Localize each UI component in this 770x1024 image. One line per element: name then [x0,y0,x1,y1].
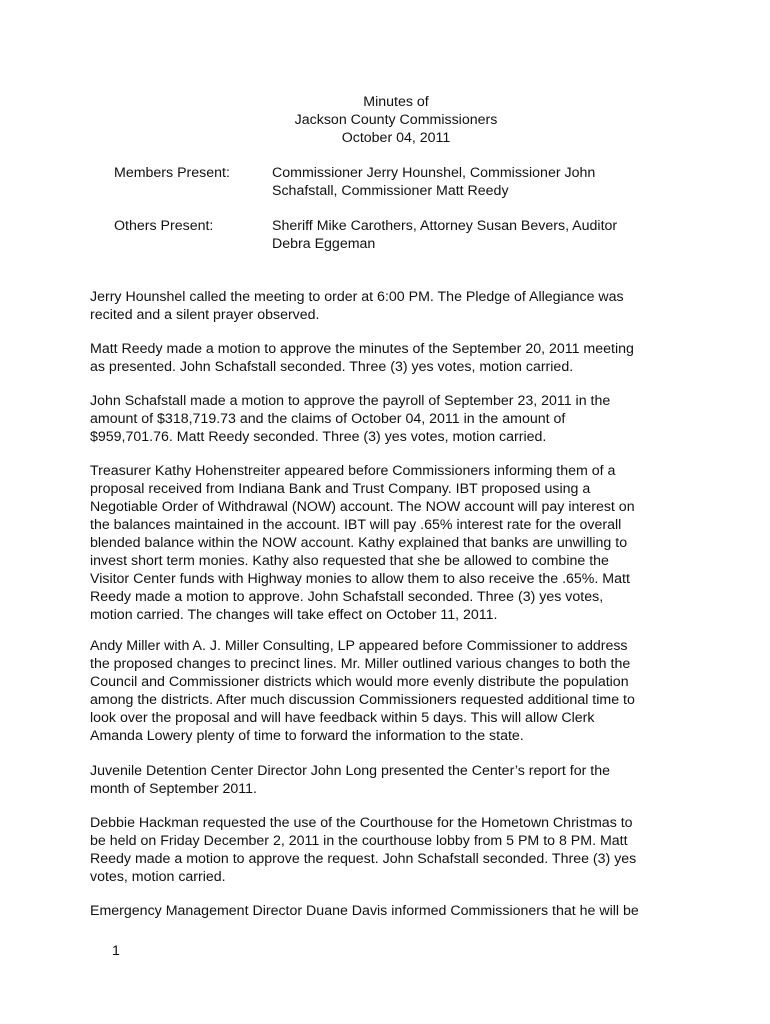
text-line: Council and Commissioner districts which would more evenly distribute the population [90,674,629,690]
page-number: 1 [112,943,120,959]
text-line: look over the proposal and will have feedback within 5 days. This will allow Clerk [90,710,595,726]
text-line: amount of $318,719.73 and the claims of October 04, 2011 in the amount of [90,411,566,427]
text-line: recited and a silent prayer observed. [90,307,320,323]
text-line: motion carried. The changes will take effect on October 11, 2011. [90,607,498,623]
others-line: Debra Eggeman [272,236,376,252]
paragraph-emergency-management [90,902,690,920]
paragraph-call-to-order [90,288,690,324]
members-line: Schafstall, Commissioner Matt Reedy [272,183,509,199]
paragraph-hometown-christmas [90,814,690,886]
text-line: Treasurer Kathy Hohenstreiter appeared before Commissioners informing them of a [90,463,616,479]
minutes-heading [0,93,770,147]
paragraph-treasurer [90,462,690,624]
text-line: among the districts. After much discussion Commissioners requested additional time to [90,692,635,708]
paragraph-minutes-approval [90,340,690,376]
paragraph-payroll-claims [90,392,690,446]
text-line: the proposed changes to precinct lines. Mr. Miller outlined various changes to both the [90,656,631,672]
text-line: Juvenile Detention Center Director John Long presented the Center’s report for the [90,763,610,779]
text-line: Visitor Center funds with Highway monies to allow them to also receive the .65%. Matt [90,571,630,587]
text-line: Emergency Management Director Duane Davis informed Commissioners that he will be [90,903,639,919]
text-line: Jerry Hounshel called the meeting to order at 6:00 PM. The Pledge of Allegiance was [90,289,624,305]
text-line: votes, motion carried. [90,869,226,885]
text-line: blended balance within the NOW account. Kathy explained that banks are unwilling to [90,535,628,551]
paragraph-precinct-lines [90,637,690,745]
others-present-names [272,217,672,253]
text-line: proposal received from Indiana Bank and Trust Company. IBT proposed using a [90,481,591,497]
text-line: Andy Miller with A. J. Miller Consulting, LP appeared before Commissioner to address [90,638,628,654]
members-line: Commissioner Jerry Hounshel, Commissioner John [272,165,596,181]
text-line: Debbie Hackman requested the use of the Courthouse for the Hometown Christmas to [90,815,633,831]
others-line: Sheriff Mike Carothers, Attorney Susan Bevers, Auditor [272,218,618,234]
heading-line-1: Minutes of [363,94,429,110]
paragraph-juvenile-detention [90,762,690,798]
members-present-label: Members Present: [114,165,230,181]
text-line: the balances maintained in the account. IBT will pay .65% interest rate for the overall [90,517,622,533]
text-line: Matt Reedy made a motion to approve the minutes of the September 20, 2011 meeting [90,341,634,357]
members-present-names [272,164,672,200]
text-line: as presented. John Schafstall seconded. Three (3) yes votes, motion carried. [90,359,574,375]
text-line: $959,701.76. Matt Reedy seconded. Three (3) yes votes, motion carried. [90,429,547,445]
heading-line-3: October 04, 2011 [341,130,451,146]
text-line: invest short term monies. Kathy also requested that she be allowed to combine the [90,553,609,569]
text-line: Reedy made a motion to approve. John Schafstall seconded. Three (3) yes votes, [90,589,604,605]
text-line: Negotiable Order of Withdrawal (NOW) account. The NOW account will pay interest on [90,499,635,515]
text-line: Amanda Lowery plenty of time to forward the information to the state. [90,728,524,744]
text-line: month of September 2011. [90,781,257,797]
text-line: John Schafstall made a motion to approve the payroll of September 23, 2011 in the [90,393,611,409]
text-line: Reedy made a motion to approve the request. John Schafstall seconded. Three (3) yes [90,851,637,867]
others-present-label: Others Present: [114,218,214,234]
text-line: be held on Friday December 2, 2011 in the courthouse lobby from 5 PM to 8 PM. Matt [90,833,628,849]
heading-line-2: Jackson County Commissioners [294,112,498,128]
